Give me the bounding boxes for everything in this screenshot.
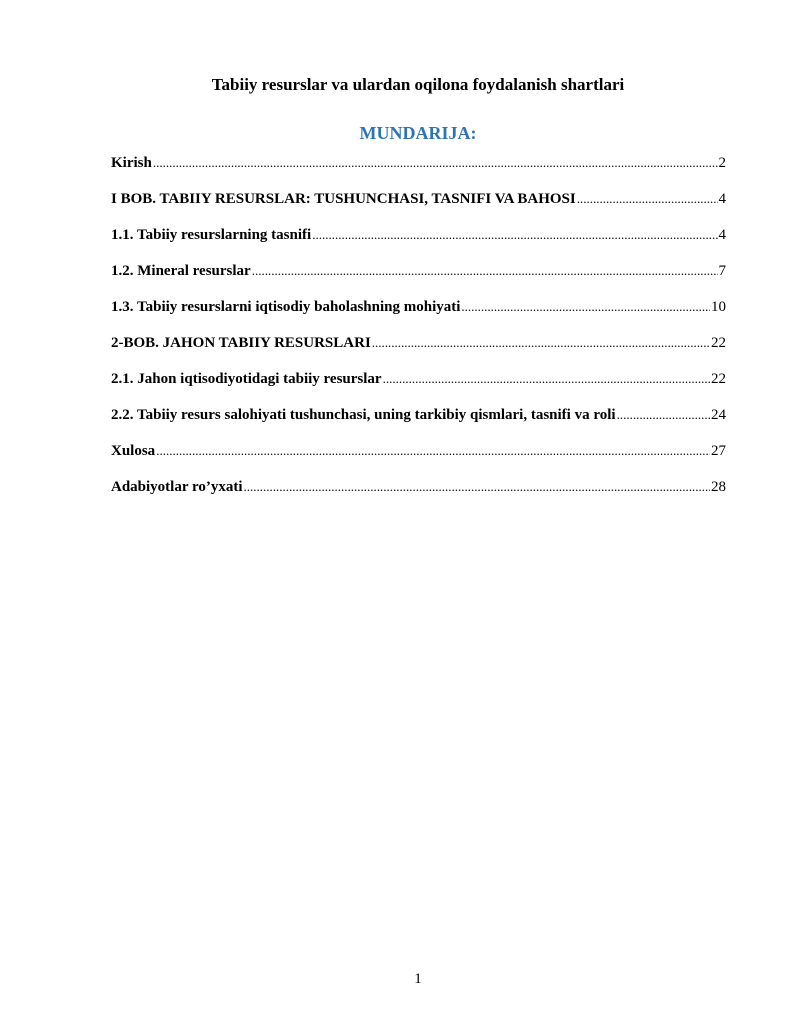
toc-entry-label: 1.3. Tabiiy resurslarni iqtisodiy baholashning mohiyati bbox=[111, 299, 461, 315]
toc-entry-label: I BOB. TABIIY RESURSLAR: TUSHUNCHASI, TASNIFI VA BAHOSI bbox=[111, 191, 576, 207]
toc-dot-leader bbox=[252, 260, 718, 282]
toc-entry-section-1-2[interactable] bbox=[111, 260, 726, 296]
toc-entry-label: Kirish bbox=[111, 155, 152, 171]
toc-entry-page: 4 bbox=[718, 227, 726, 243]
toc-entry-section-2-2[interactable] bbox=[111, 404, 726, 440]
toc-dot-leader bbox=[312, 224, 717, 246]
toc-entry-xulosa[interactable] bbox=[111, 440, 726, 476]
toc-dot-leader bbox=[372, 332, 710, 354]
toc-entry-label: 1.2. Mineral resurslar bbox=[111, 263, 251, 279]
toc-entry-page: 22 bbox=[711, 335, 726, 351]
toc-heading: MUNDARIJA: bbox=[359, 123, 477, 143]
toc-entry-label: 2.2. Tabiiy resurs salohiyati tushunchasi, uning tarkibiy qismlari, tasnifi va roli bbox=[111, 407, 616, 423]
toc-entry-label: 2-BOB. JAHON TABIIY RESURSLARI bbox=[111, 335, 371, 351]
toc-entry-chapter-1[interactable] bbox=[111, 188, 726, 224]
toc-entry-label: 1.1. Tabiiy resurslarning tasnifi bbox=[111, 227, 312, 243]
toc-entry-chapter-2[interactable] bbox=[111, 332, 726, 368]
toc-entry-page: 4 bbox=[718, 191, 726, 207]
toc-dot-leader bbox=[577, 188, 718, 210]
toc-dot-leader bbox=[156, 440, 710, 462]
toc-entry-adabiyotlar[interactable] bbox=[111, 476, 726, 512]
toc-dot-leader bbox=[617, 404, 710, 426]
table-of-contents bbox=[111, 152, 726, 512]
toc-dot-leader bbox=[461, 296, 710, 318]
toc-entry-page: 10 bbox=[711, 299, 726, 315]
toc-entry-label: 2.1. Jahon iqtisodiyotidagi tabiiy resurslar bbox=[111, 371, 382, 387]
toc-entry-section-1-1[interactable] bbox=[111, 224, 726, 260]
toc-entry-kirish[interactable] bbox=[111, 152, 726, 188]
toc-dot-leader bbox=[244, 476, 710, 498]
toc-entry-label: Xulosa bbox=[111, 443, 156, 459]
toc-entry-page: 22 bbox=[711, 371, 726, 387]
toc-entry-section-2-1[interactable] bbox=[111, 368, 726, 404]
toc-entry-label: Adabiyotlar ro’yxati bbox=[111, 479, 243, 495]
toc-entry-page: 2 bbox=[718, 155, 726, 171]
toc-dot-leader bbox=[383, 368, 710, 390]
toc-entry-page: 27 bbox=[711, 443, 726, 459]
toc-entry-page: 24 bbox=[711, 407, 726, 423]
toc-entry-section-1-3[interactable] bbox=[111, 296, 726, 332]
toc-entry-page: 7 bbox=[718, 263, 726, 279]
document-title: Tabiiy resurslar va ulardan oqilona foydalanish shartlari bbox=[211, 75, 625, 94]
toc-entry-page: 28 bbox=[711, 479, 726, 495]
toc-dot-leader bbox=[153, 152, 718, 174]
page-number: 1 bbox=[414, 971, 422, 987]
